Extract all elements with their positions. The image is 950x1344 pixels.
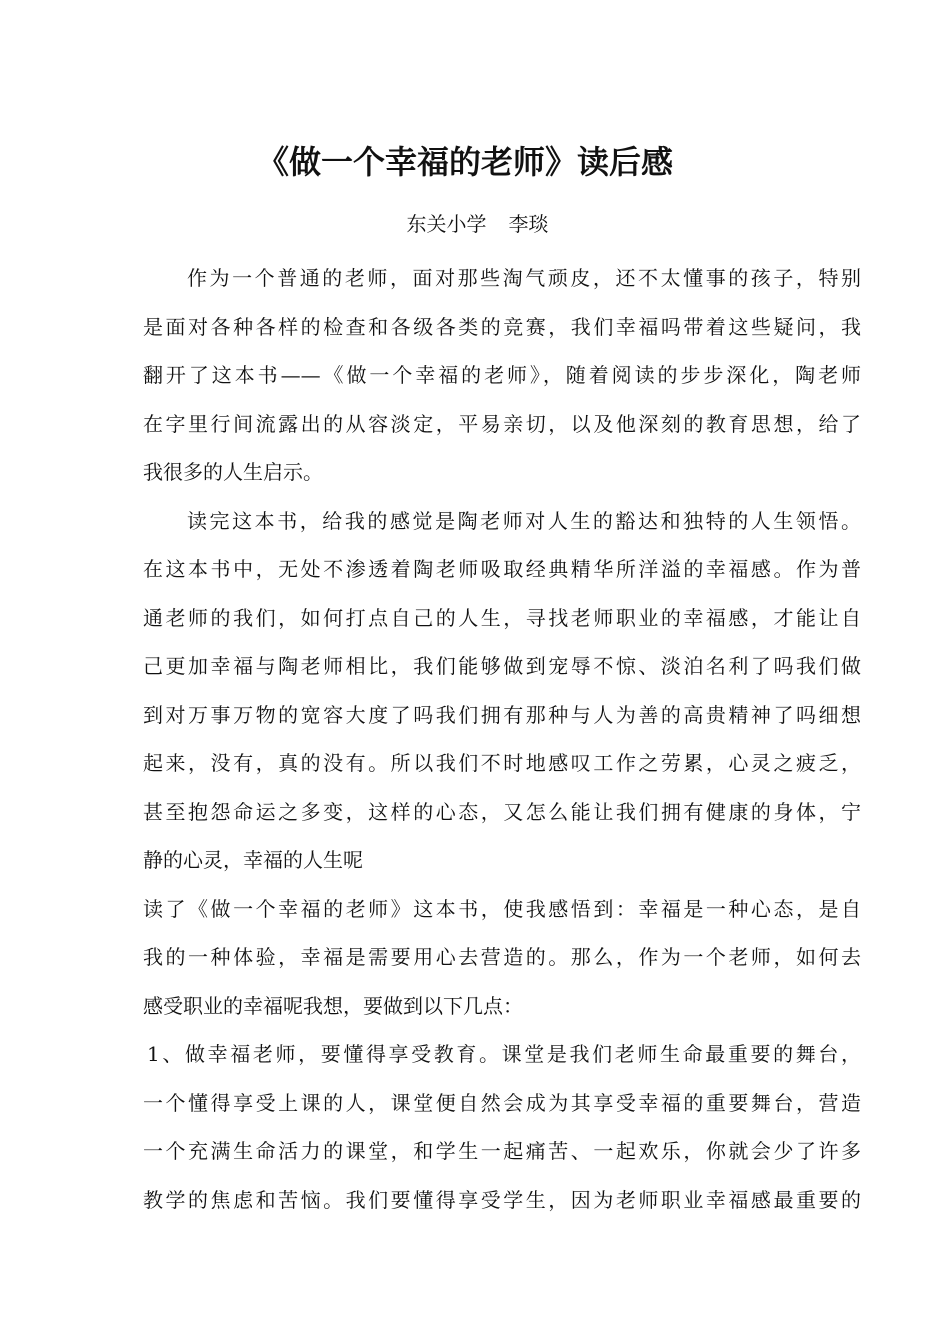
paragraph-2-line-6: 起来，没有，真的没有。所以我们不时地感叹工作之劳累，心灵之疲乏， <box>143 751 861 775</box>
paragraph-2-line-3: 通老师的我们，如何打点自己的人生，寻找老师职业的幸福感，才能让自 <box>143 605 861 630</box>
paragraph-1-line-1: 作为一个普通的老师，面对那些淘气顽皮，还不太懂事的孩子，特别 <box>187 266 861 290</box>
paragraph-3-line-3: 感受职业的幸福呢我想，要做到以下几点： <box>143 993 523 1018</box>
author-school: 东关小学 <box>406 212 487 236</box>
author-name: 李琰 <box>508 212 549 236</box>
document-body <box>143 254 861 1224</box>
paragraph-1-line-5: 我很多的人生启示。 <box>143 460 323 484</box>
paragraph-1-line-3: 翻开了这本书——《做一个幸福的老师》，随着阅读的步步深化，陶老师 <box>143 363 861 387</box>
paragraph-2-line-7: 甚至抱怨命运之多变，这样的心态，又怎么能让我们拥有健康的身体，宁 <box>143 799 861 824</box>
paragraph-2-line-2: 在这本书中，无处不渗透着陶老师吸取经典精华所洋溢的幸福感。作为普 <box>143 557 861 581</box>
paragraph-4-line-4: 教学的焦虑和苦恼。我们要懂得享受学生，因为老师职业幸福感最重要的 <box>143 1187 861 1212</box>
paragraph-4-line-3: 一个充满生命活力的课堂，和学生一起痛苦、一起欢乐，你就会少了许多 <box>143 1139 861 1163</box>
paragraph-2-line-8: 静的心灵，幸福的人生呢 <box>143 848 363 872</box>
paragraph-1-line-4: 在字里行间流露出的从容淡定，平易亲切，以及他深刻的教育思想，给了 <box>143 411 861 436</box>
paragraph-2-line-4: 己更加幸福与陶老师相比，我们能够做到宠辱不惊、淡泊名利了吗我们做 <box>143 654 861 678</box>
paragraph-2-line-5: 到对万事万物的宽容大度了吗我们拥有那种与人为善的高贵精神了吗细想 <box>143 702 861 727</box>
paragraph-3-line-2: 我的一种体验，幸福是需要用心去营造的。那么，作为一个老师，如何去 <box>143 945 861 969</box>
document-title: 《做一个幸福的老师》读后感 <box>256 143 673 181</box>
paragraph-4-line-2: 一个懂得享受上课的人，课堂便自然会成为其享受幸福的重要舞台，营造 <box>143 1090 861 1115</box>
paragraph-1-line-2: 是面对各种各样的检查和各级各类的竞赛，我们幸福吗带着这些疑问，我 <box>143 314 861 339</box>
paragraph-4-line-1: 1、做幸福老师，要懂得享受教育。课堂是我们老师生命最重要的舞台， <box>147 1042 861 1066</box>
paragraph-3-line-1: 读了《做一个幸福的老师》这本书，使我感悟到：幸福是一种心态，是自 <box>143 896 861 921</box>
author-line <box>0 206 950 242</box>
paragraph-2-line-1: 读完这本书，给我的感觉是陶老师对人生的豁达和独特的人生领悟。 <box>187 508 861 533</box>
